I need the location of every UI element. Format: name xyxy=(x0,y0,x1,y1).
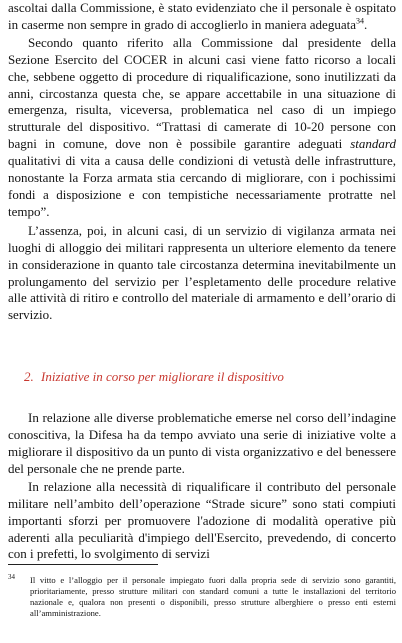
footnote-text: Il vitto e l’alloggio per il personale impiegato fuori dalla propria sede di servizio sono garantiti, prioritariamente, presso strutture militari con standard comuni a tutte le installazioni del territorio nazionale e, qualora non presenti o disponibili, presso strutture alberghiere o presso enti esterni all’amministrazione. xyxy=(30,575,396,618)
paragraph-2-text: Secondo quanto riferito alla Commissione dal presidente della Sezione Esercito del COCER in alcuni casi viene fatto ricorso a locali che, sebbene oggetto di procedure di riqualificazione, sono inutilizzati da anni, circostanza questa che, se appare accettabile in una situazione di emergenza, risulta, viceversa, problematica nel caso di un impiego strutturale del dispositivo. “Trattasi di camerate di 10-20 persone con bagni in comune, dove non è possibile garantire adeguati xyxy=(8,34,396,152)
paragraph-3: L’assenza, poi, in alcuni casi, di un servizio di vigilanza armata nei luoghi di alloggio dei militari rappresenta un ulteriore elemento da tenere in considerazione in quanto tale circostanza determina inevitabilmente un prolungamento del servizio per l’espletamento delle procedure relative alle attività di ritiro e controllo del materiale di armamento e dell’orario di servizio. xyxy=(8,222,396,323)
paragraph-4: In relazione alle diverse problematiche emerse nel corso dell’indagine conoscitiva, la Difesa ha da tempo avviato una serie di iniziative volte a migliorare il dispositivo da un punto di vista organizzativo e del benessere del personale che ne prende parte. xyxy=(8,410,396,476)
paragraph-2 xyxy=(8,35,396,221)
paragraph-1-text: ascoltai dalla Commissione, è stato evidenziato che il personale è ospitato in caserme non sempre in grado di accoglierlo in maniera adeguata xyxy=(8,0,396,32)
paragraph-5: In relazione alla necessità di riqualificare il contributo del personale militare nell’ambito dell’operazione “Strade sicure” sono stati compiuti importanti sforzi per promuovere l'adozione di modalità operative più aderenti alla peculiarità d'impiego dell'Esercito, prevedendo, di concerto con i prefetti, lo svolgimento di servizi xyxy=(8,478,396,562)
footnote-number: 34 xyxy=(8,573,15,581)
paragraph-1 xyxy=(8,0,396,34)
section-title: Iniziative in corso per migliorare il dispositivo xyxy=(41,369,284,385)
footnote-divider xyxy=(8,564,158,565)
document-page xyxy=(8,0,396,563)
footnote xyxy=(8,575,396,619)
section-number: 2. xyxy=(24,369,34,385)
footnote-reference-34[interactable]: 34 xyxy=(355,16,364,26)
section-heading xyxy=(24,368,396,385)
paragraph-2-rest: qualitativi di vita a causa delle condizioni di vetustà delle infrastrutture, nonostante la Forza armata stia cercando di migliorare, con i pochissimi fondi a disposizione e con tempistiche necessariamente protratte nel tempo”. xyxy=(8,153,396,219)
paragraph-1-end: . xyxy=(363,16,368,32)
paragraph-2-italic: standard xyxy=(350,136,396,152)
